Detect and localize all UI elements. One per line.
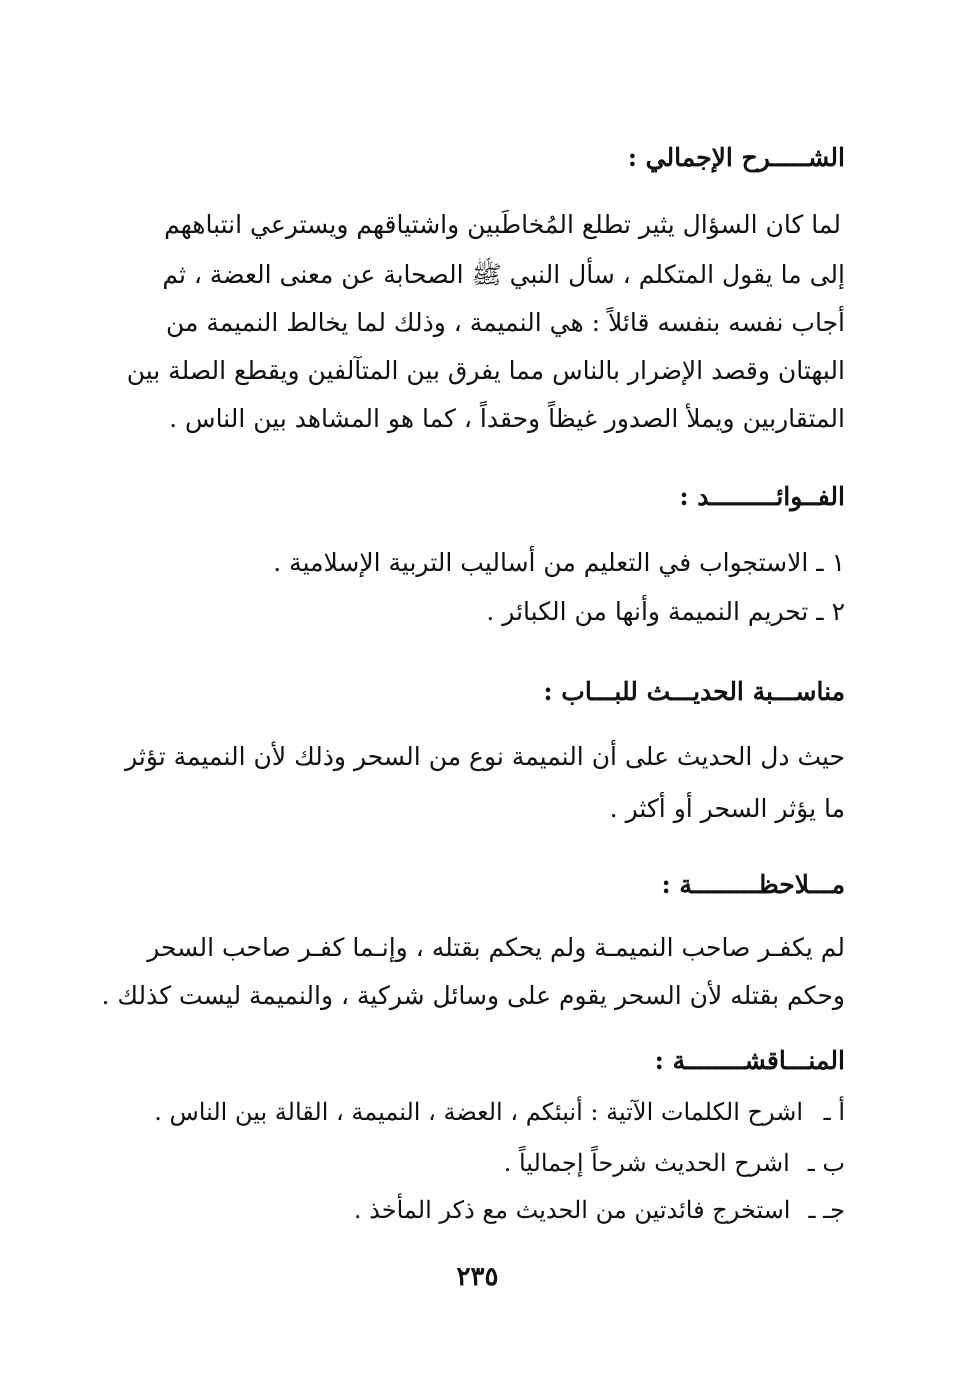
general-explanation-line-4: البهتان وقصد الإضرار بالناس مما يفرق بين المتآلفين ويقطع الصلة بين bbox=[126, 356, 845, 385]
discussion-heading: المنـــاقشــــــــة : bbox=[654, 1046, 845, 1075]
relevance-heading: مناســـبة الحديـــث للبـــاب : bbox=[543, 677, 845, 706]
relevance-line-2: ما يؤثر السحر أو أكثر . bbox=[609, 794, 845, 823]
question-letter: ب ـ bbox=[807, 1149, 845, 1177]
question-letter: أ ـ bbox=[823, 1098, 845, 1126]
benefit-item-2: ٢ ـ تحريم النميمة وأنها من الكبائر . bbox=[486, 597, 845, 626]
general-explanation-heading: الشـــــرح الإجمالي : bbox=[627, 143, 845, 172]
discussion-question-3 bbox=[354, 1196, 845, 1224]
general-explanation-line-3: أجاب نفسه بنفسه قائلاً : هي النميمة ، وذلك لما يخالط النميمة من bbox=[165, 308, 845, 337]
discussion-question-2 bbox=[504, 1149, 845, 1177]
question-text: اشرح الكلمات الآتية : أنبئكم ، العضة ، النميمة ، القالة بين الناس . bbox=[154, 1098, 803, 1126]
question-text: اشرح الحديث شرحاً إجمالياً . bbox=[503, 1149, 790, 1177]
question-letter: جـ ـ bbox=[808, 1196, 845, 1224]
discussion-question-1 bbox=[154, 1098, 845, 1126]
benefit-item-1: ١ ـ الاستجواب في التعليم من أساليب التربية الإسلامية . bbox=[273, 548, 845, 577]
note-line-2: وحكم بقتله لأن السحر يقوم على وسائل شركية ، والنميمة ليست كذلك . bbox=[101, 981, 845, 1010]
page-number: ٢٣٥ bbox=[456, 1262, 499, 1292]
question-text: استخرج فائدتين من الحديث مع ذكر المأخذ . bbox=[353, 1196, 791, 1224]
general-explanation-line-1: لما كان السؤال يثير تطلع المُخاطَبين واشتياقهم ويسترعي انتباههم bbox=[164, 210, 841, 239]
note-line-1: لم يكفـر صاحب النميمـة ولم يحكم بقتله ، وإنـما كفـر صاحب السحر bbox=[147, 933, 845, 962]
note-heading: مـــلاحظـــــــــة : bbox=[661, 870, 845, 899]
benefits-heading: الفــوائـــــــــد : bbox=[679, 482, 845, 511]
relevance-line-1: حيث دل الحديث على أن النميمة نوع من السحر وذلك لأن النميمة تؤثر bbox=[125, 742, 845, 771]
general-explanation-line-5: المتقاربين ويملأ الصدور غيظاً وحقداً ، كما هو المشاهد بين الناس . bbox=[169, 404, 845, 433]
general-explanation-line-2: إلى ما يقول المتكلم ، سأل النبي ﷺ الصحابة عن معنى العضة ، ثم bbox=[162, 260, 845, 289]
